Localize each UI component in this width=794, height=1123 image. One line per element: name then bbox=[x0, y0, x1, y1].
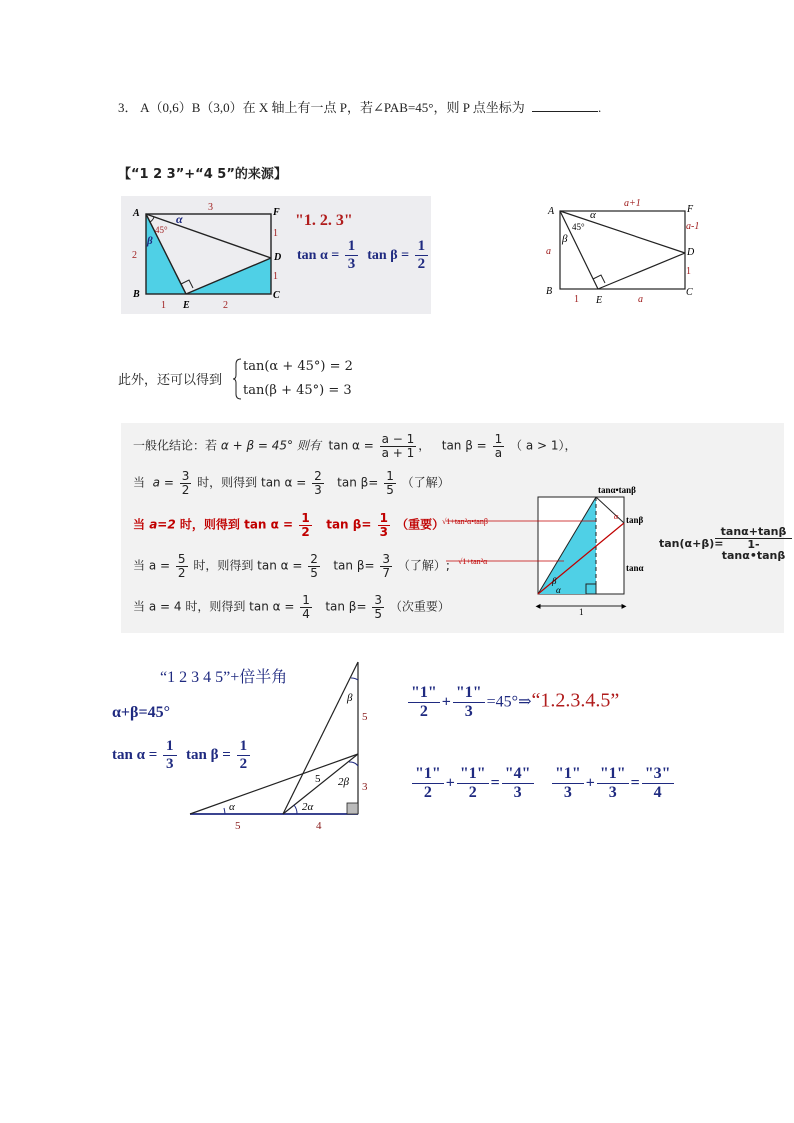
row2-pre: 当 bbox=[133, 517, 146, 532]
fig4-beta: β bbox=[347, 692, 353, 704]
fig2-bottom-right: a bbox=[638, 294, 643, 305]
general-tan-b-num: 1 bbox=[494, 432, 503, 446]
fig3-top: tanα•tanβ bbox=[598, 485, 636, 495]
fig2-label-B: B bbox=[546, 286, 553, 297]
fig1-label-F: F bbox=[273, 207, 280, 218]
fig1-label-A: A bbox=[133, 208, 140, 219]
fig1-right-bottom: 1 bbox=[273, 271, 278, 282]
general-tan-b: tan β = bbox=[441, 438, 487, 453]
also-prefix: 此外，还可以得到 bbox=[118, 373, 223, 388]
fig2-top: a+1 bbox=[624, 198, 641, 209]
fig2-right-bottom: 1 bbox=[686, 266, 691, 277]
eq1-n1: "1" bbox=[408, 684, 440, 703]
eq3-d1: 3 bbox=[563, 784, 572, 802]
fig3-alpha-small: α bbox=[614, 512, 619, 521]
eq1-d1: 2 bbox=[419, 703, 428, 721]
eq2-n2: "1" bbox=[457, 765, 489, 784]
fig2-left: a bbox=[546, 246, 551, 257]
eq2 bbox=[410, 765, 536, 803]
question-end: . bbox=[598, 100, 602, 115]
row3-mid: 时，则得到 tan α = bbox=[193, 558, 303, 573]
fig3-alpha: α bbox=[556, 585, 561, 595]
section-title: 【“1 2 3”+“4 5”的来源】 bbox=[118, 167, 287, 182]
eq2-n3: "4" bbox=[502, 765, 534, 784]
row1-pre: 当 bbox=[133, 475, 146, 490]
eq1-plus: + bbox=[441, 693, 451, 711]
svg-text:◂: ◂ bbox=[535, 601, 541, 612]
figure4-diagram bbox=[185, 658, 375, 833]
eq2-d1: 2 bbox=[423, 784, 432, 802]
fig1-tan-alpha-num: 1 bbox=[345, 238, 359, 256]
general-tan-a-num: a − 1 bbox=[381, 432, 415, 446]
fig1-tan-alpha-den: 3 bbox=[347, 256, 356, 273]
fig4-ta-den: 3 bbox=[166, 756, 174, 773]
fig4-tan-beta: tan β = bbox=[186, 747, 231, 764]
fig2-right-top: a-1 bbox=[686, 221, 700, 232]
row4-tb-num: 3 bbox=[374, 593, 382, 607]
fig1-label-B: B bbox=[133, 289, 140, 300]
fig1-bottom-left: 1 bbox=[161, 300, 166, 311]
row3-a-num: 5 bbox=[177, 552, 186, 566]
fig4-ta-num: 1 bbox=[163, 738, 177, 756]
fig3-formula-num: tanα+tanβ bbox=[715, 526, 792, 539]
fig4-bottom-five: 5 bbox=[235, 820, 241, 832]
fig3-formula-left: tan(α+β)= bbox=[659, 537, 724, 550]
eq1 bbox=[406, 684, 619, 722]
row4-tb: tan β= bbox=[325, 599, 367, 614]
fig1-tan-alpha-label: tan α = bbox=[297, 247, 340, 263]
fig1-right-top: 1 bbox=[273, 228, 278, 239]
row3-pre: 当 a = bbox=[133, 558, 171, 573]
row4-tb-den: 5 bbox=[374, 606, 382, 621]
question-3 bbox=[118, 97, 601, 116]
fig1-tan-beta-den: 2 bbox=[417, 256, 426, 273]
general-row-1: 当 a = $\frac{3}{2}$ 时，则得到 tan α = $\frac{2}{3}$ tan β= $\frac{1}{5}$ （了解） bbox=[133, 469, 450, 497]
row1-tb-num: 1 bbox=[386, 469, 394, 483]
row3-ta-den: 5 bbox=[310, 565, 318, 580]
fig4-three: 3 bbox=[362, 781, 368, 793]
general-cond: （ a > 1）， bbox=[510, 438, 577, 453]
eq3-d3: 4 bbox=[653, 784, 662, 802]
fig3-formula-frac bbox=[713, 526, 794, 562]
svg-text:▸: ▸ bbox=[621, 601, 627, 612]
also-line2: tan(β + 45°) = 3 bbox=[243, 383, 352, 398]
fig1-quote: "1. 2. 3" bbox=[295, 212, 353, 229]
eq2-n1: "1" bbox=[412, 765, 444, 784]
general-tan-a: tan α = bbox=[328, 438, 374, 453]
fig3-formula-den: 1-tanα•tanβ bbox=[721, 537, 786, 563]
row2-tb-num: 1 bbox=[379, 511, 388, 525]
eq3-n3: "3" bbox=[642, 765, 674, 784]
row4-ta-den: 4 bbox=[302, 606, 310, 621]
row1-tb: tan β= bbox=[337, 475, 379, 490]
eq2-eq: = bbox=[490, 774, 500, 792]
eq1-d2: 3 bbox=[464, 703, 473, 721]
fig2-label-A: A bbox=[548, 206, 555, 217]
general-row-3 bbox=[133, 553, 450, 579]
row4-note: （次重要） bbox=[389, 599, 450, 614]
fig1-bottom-right: 2 bbox=[223, 300, 228, 311]
answer-blank[interactable] bbox=[532, 99, 598, 112]
row1-note: （了解） bbox=[401, 475, 450, 490]
eq3 bbox=[550, 765, 676, 803]
figure2-diagram bbox=[540, 196, 710, 308]
fig1-top: 3 bbox=[208, 202, 213, 213]
fig1-label-E: E bbox=[183, 300, 190, 311]
eq2-d3: 3 bbox=[513, 784, 522, 802]
fig1-left: 2 bbox=[132, 250, 137, 261]
fig3-sqrt1: √1+tan²α•tanβ bbox=[442, 517, 488, 526]
eq3-eq: = bbox=[630, 774, 640, 792]
fig4-title: “1 2 3 4 5”+倍半角 bbox=[160, 669, 288, 686]
fig3-tanbeta: tanβ bbox=[626, 515, 644, 525]
row2-tb: tan β= bbox=[326, 517, 372, 532]
eq1-n2: "1" bbox=[453, 684, 485, 703]
question-number: 3． bbox=[118, 100, 138, 115]
row2-ta-num: 1 bbox=[301, 511, 310, 525]
row3-note: （了解）; bbox=[397, 558, 450, 573]
eq1-red: “1.2.3.4.5” bbox=[531, 689, 620, 712]
fig1-alpha: α bbox=[176, 212, 183, 226]
eq3-n1: "1" bbox=[552, 765, 584, 784]
fig4-two-alpha: 2α bbox=[302, 801, 314, 813]
fig2-label-C: C bbox=[686, 287, 693, 298]
row1-a-num: 3 bbox=[181, 469, 190, 483]
row3-tb-num: 3 bbox=[382, 552, 391, 566]
row2-note: （重要） bbox=[396, 517, 445, 532]
row1-ta-den: 3 bbox=[314, 482, 322, 497]
row2-tb-den: 3 bbox=[379, 524, 388, 539]
fig1-angle45: 45° bbox=[155, 225, 168, 235]
general-row-2 bbox=[133, 512, 444, 538]
question-text: A（0,6）B（3,0）在 X 轴上有一点 P，若∠PAB=45°，则 P 点坐标为 bbox=[140, 100, 525, 115]
row1-mid: 时，则得到 tan α = bbox=[197, 475, 307, 490]
fig1-label-D: D bbox=[274, 252, 282, 263]
row3-ta-num: 2 bbox=[310, 552, 318, 566]
general-row-4 bbox=[133, 594, 450, 620]
eq2-d2: 2 bbox=[468, 784, 477, 802]
also-line1: tan(α + 45°) = 2 bbox=[243, 359, 353, 374]
eq3-plus: + bbox=[585, 774, 595, 792]
row3-a-den: 2 bbox=[177, 565, 186, 580]
fig4-two-beta: 2β bbox=[338, 776, 349, 788]
fig2-label-E: E bbox=[596, 295, 603, 306]
row3-tb-den: 7 bbox=[382, 565, 391, 580]
fig4-five-right: 5 bbox=[362, 711, 368, 723]
fig1-tan-beta-label: tan β = bbox=[367, 247, 410, 263]
row3-tb: tan β= bbox=[333, 558, 375, 573]
fig2-label-F: F bbox=[687, 204, 694, 215]
fig3-tanalpha: tanα bbox=[626, 563, 644, 573]
fig2-alpha: α bbox=[590, 209, 596, 221]
eq1-result: =45°⇒ bbox=[486, 693, 532, 711]
row2-ta-den: 2 bbox=[301, 524, 310, 539]
fig4-five-mid: 5 bbox=[315, 773, 321, 785]
fig1-beta: β bbox=[147, 235, 153, 247]
fig2-angle45: 45° bbox=[572, 222, 585, 232]
eq2-plus: + bbox=[445, 774, 455, 792]
row1-a-den: 2 bbox=[181, 482, 190, 497]
general-intro: 一般化结论：若 α + β = 45° 则有 tan α = $\frac{a - 1}{a + 1}$ ， tan β = $\frac{1}{a}$ （ a > 1）， bbox=[133, 432, 577, 460]
fig4-tan-alpha: tan α = bbox=[112, 747, 158, 764]
fig2-beta: β bbox=[562, 233, 568, 245]
fig2-bottom-left: 1 bbox=[574, 294, 579, 305]
row1-tb-den: 5 bbox=[386, 482, 394, 497]
fig1-tan-beta-num: 1 bbox=[415, 238, 429, 256]
fig4-bottom-four: 4 bbox=[316, 820, 322, 832]
figure3-diagram bbox=[436, 483, 651, 615]
fig4-tb-num: 1 bbox=[237, 738, 251, 756]
row2-a: a=2 bbox=[149, 517, 176, 532]
fig4-sum: α+β=45° bbox=[112, 704, 170, 721]
fig2-label-D: D bbox=[687, 247, 695, 258]
brace bbox=[233, 358, 243, 400]
fig4-tb-den: 2 bbox=[239, 756, 248, 773]
fig1-label-C: C bbox=[273, 290, 280, 301]
fig3-sqrt2: √1+tan²α bbox=[458, 557, 488, 566]
fig3-one: 1 bbox=[579, 607, 584, 615]
general-intro-b: α + β = 45° 则有 bbox=[220, 438, 321, 453]
row2-mid: 时，则得到 tan α = bbox=[179, 517, 294, 532]
eq3-d2: 3 bbox=[608, 784, 617, 802]
general-tan-a-den: a + 1 bbox=[381, 445, 415, 460]
row1-ta-num: 2 bbox=[314, 469, 322, 483]
fig1-tan-formulas bbox=[297, 238, 430, 274]
general-tan-b-den: a bbox=[494, 445, 503, 460]
general-intro-a: 一般化结论：若 bbox=[133, 438, 218, 453]
eq3-n2: "1" bbox=[597, 765, 629, 784]
fig3-beta: β bbox=[552, 576, 557, 586]
row4-ta-num: 1 bbox=[302, 593, 310, 607]
row4-mid: 时，则得到 tan α = bbox=[185, 599, 295, 614]
fig4-alpha: α bbox=[229, 801, 235, 813]
row4-pre: 当 a = 4 bbox=[133, 599, 182, 614]
